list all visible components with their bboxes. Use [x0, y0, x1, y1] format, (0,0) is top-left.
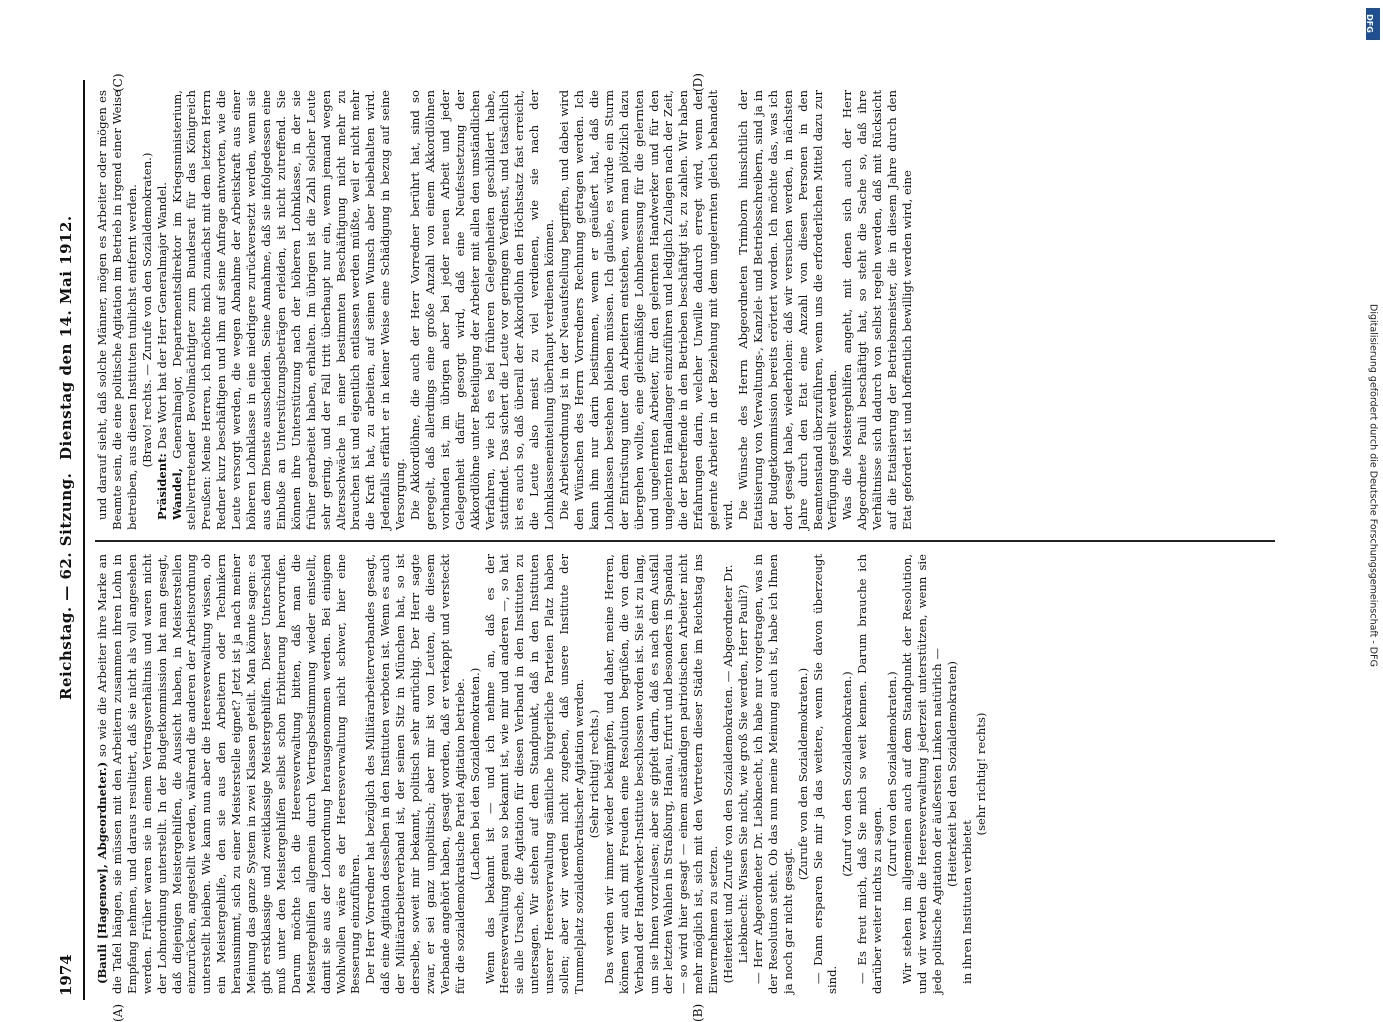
header-date: Dienstag den 14. Mai 1912.	[57, 215, 75, 460]
digitization-note: Digitalisierung gefördert durch die Deutsche Forschungsgemeinschaft - DFG	[1367, 304, 1379, 667]
margin-mark-c: (C)	[111, 73, 125, 92]
paragraph-text: Generalmajor, Departementsdirektor im Kriegsministerium, stellvertretender Bevollmächtigter zum Bundesrat für das Königreich Preußen: Meine Herren, ich möchte mich zunächst mit dem letzten Herrn Redner kurz beschäftigen und ihm auf seine Anfrage antworten, wie die Leute versorgt werden, die wegen Abnahme der Arbeitskraft aus einer höheren Lohnklasse in eine niedrigere zurückversetzt werden, wenn sie aus dem Dienste ausscheiden. Seine Annahme, daß sie infolgedessen eine Einbuße an Unterstützungsbeträgen erleiden, ist nicht zutreffend. Sie können ihre Unterstützung nach der höheren Lohnklasse, in der sie früher gearbeitet haben, erhalten. Im übrigen ist die Zahl solcher Leute sehr gering, und der Fall tritt überhaupt nur ein, wenn jemand wegen Altersschwäche in einer bestimmten Beschäftigung nicht mehr zu brauchen ist und eigentlich entlassen werden müßte, weil er nicht mehr die Kraft hat, zu arbeiten, auf seinen Wunsch aber beibehalten wird. Jedenfalls erfährt er in keiner Weise eine Schädigung in bezug auf seine Versorgung.	[169, 90, 408, 530]
margin-mark-d: (D)	[691, 73, 705, 92]
paragraph-text: (Lachen bei den Sozialdemokraten.)	[467, 667, 482, 881]
paragraph-text: (Heiterkeit und Zurufe von den Sozialdemokraten. — Abgeordneter Dr. Liebknecht: Wissen Sie nicht, wie groß Sie werden, Herr Pauli?)	[721, 564, 750, 984]
paragraph-text: in ihren Instituten verbietet	[959, 820, 974, 984]
paragraph-text: Das Wort hat der Herr Generalmajor Wandel.	[154, 182, 169, 450]
paragraph	[736, 90, 840, 530]
margin-mark-b: (B)	[691, 1003, 705, 1022]
paragraph-text: so wie die Arbeiter ihre Marke an die Tafel hängen, sie müssen mit den Arbeitern zusammen ihren Lohn in Empfang nehmen, und daraus resultiert, daß sie nicht als voll angesehen werden. Früher waren sie in einem Vertragsverhältnis und waren nicht der Lohnordnung unterstellt. In der Budgetkommission hat man gesagt, daß diejenigen Meistergehilfen, die Aussicht haben, in Meisterstellen einzurücken, angestellt werden, während die anderen der Arbeitsordnung unterstellt bleiben. Wie kann nun aber die Heeresverwaltung wissen, ob ein Meistergehilfe, den sie aus den Arbeitern oder Technikern herausnimmt, sich zu einer Meisterstelle eignet? Jetzt ist ja nach meiner Meinung das ganze System in zwei Klassen geteilt. Man könnte sagen: es gibt erstklassige und zweitklassige Meistergehilfen. Dieser Unterschied muß unter den Meistergehilfen selbst schon Erbitterung hervorrufen. Darum möchte ich die Heeresverwaltung bitten, daß man die Meistergehilfen allgemein durch Vertragsbestimmung wieder einstellt, damit sie aus der Lohnordnung herausgenommen werden. Bei einigem Wohlwollen wäre es der Heeresverwaltung nicht schwer, hier eine Besserung einzuführen.	[95, 554, 363, 994]
paragraph-text: Wir stehen im allgemeinen auch auf dem Standpunkt der Resolution, und wir werden die Heeresverwaltung jederzeit unterstützen, wenn sie jede politische Agitation der äußersten Linken natürlich —	[899, 554, 944, 994]
paragraph	[483, 554, 587, 994]
paragraph	[363, 554, 467, 994]
paragraph	[95, 554, 363, 994]
paragraph-text: Der Herr Vorredner hat bezüglich des Militärarbeiterverbandes gesagt, daß eine Agitation desselben in den Instituten verboten ist. Wenn es auch der Militärarbeiterverband ist, der seinen Sitz in München hat, so ist derselbe, soweit mir bekannt, politisch sehr anrüchig. Der Herr sagte zwar, er sei ganz unpolitisch; aber mir ist von Leuten, die diesem Verbande angehört haben, gesagt worden, daß er verkappt und versteckt für die sozialdemokratische Partei Agitation betriebe.	[363, 554, 467, 994]
interjection	[140, 90, 155, 530]
interjection	[945, 554, 960, 994]
paragraph-text: (Bravo! rechts. — Zurufe von den Sozialdemokraten.)	[139, 152, 154, 468]
speaker-name: Präsident:	[154, 449, 169, 520]
dfg-logo: DFG	[1366, 8, 1380, 40]
paragraph	[170, 90, 409, 530]
interjection	[587, 554, 602, 994]
paragraph-text: — Herr Abgeordneter Dr. Liebknecht, ich habe nur vorgetragen, was in der Resolution steht. Ob das nun meine Meinung auch ist, habe ich Ihnen ja noch gar nicht gesagt.	[750, 554, 795, 994]
speaker-name: Wandel,	[169, 458, 184, 520]
interjection	[974, 554, 989, 994]
header-title: Reichstag. — 62. Sitzung.	[57, 472, 75, 700]
interjection	[796, 554, 811, 994]
interjection	[721, 554, 751, 994]
paragraph	[855, 554, 885, 994]
paragraph-text: — Dann ersparen Sie mir ja das weitere, wenn Sie davon überzeugt sind.	[810, 554, 840, 994]
paragraph	[960, 554, 975, 994]
page-header	[51, 80, 85, 1000]
column-divider	[95, 541, 1275, 543]
paragraph-text: (sehr richtig! rechts)	[974, 712, 989, 836]
paragraph-text: und darauf sieht, daß solche Männer, mögen es Arbeiter oder mögen es Beamte sein, die eine politische Agitation im Betrieb in irgend einer Weise betreiben, aus diesen Instituten tunlichst entfernt werden.	[95, 90, 139, 530]
interjection	[468, 554, 483, 994]
paragraph	[95, 90, 140, 530]
paragraph	[900, 554, 945, 994]
page-number: 1974	[57, 954, 75, 996]
paragraph-text: (Zuruf von den Sozialdemokraten.)	[885, 671, 900, 877]
paragraph-text: Die Wünsche des Herrn Abgeordneten Trimborn hinsichtlich der Etatisierung von Verwaltungs-, Kanzlei- und Betriebsschreibern, sind ja in der Budgetkommission bereits erörtert worden. Ich möchte das, was ich dort gesagt habe, wiederholen: daß wir versuchen werden, in nächsten Jahre durch den Etat eine Anzahl von diesen Personen in den Beamtenstand überzuführen, wenn uns die erforderlichen Mittel dazu zur Verfügung gestellt werden.	[735, 90, 840, 530]
interjection	[885, 554, 900, 994]
paragraph-text: (Zurufe von den Sozialdemokraten.)	[795, 667, 810, 881]
paragraph-text: (Heiterkeit bei den Sozialdemokraten)	[944, 661, 959, 887]
rotated-document-page	[51, 73, 1291, 1022]
paragraph-text: (Sehr richtig! rechts.)	[586, 709, 601, 839]
paragraph	[840, 90, 915, 530]
paragraph	[557, 90, 736, 530]
paragraph-text: Was die Meistergehilfen angeht, mit denen sich auch der Herr Abgeordnete Pauli beschäftigt hat, so steht die Sache so, daß ihre Verhältnisse sich dadurch von selbst regeln werden, daß mit Rücksicht auf die Etatisierung der Betriebsmeister, die in diesem Jahre durch den Etat gefordert ist und hoffentlich bewilligt werden wird, eine	[840, 90, 914, 530]
paragraph	[811, 554, 841, 994]
speaker-name: (Bauli [Hagenow], Abgeordneter.)	[95, 756, 109, 984]
paragraph-text: Die Arbeitsordnung ist in der Neuaufstellung begriffen, und dabei wird den Wünschen des Herrn Vorredners Rechnung getragen werden. Ich kann ihm nur darin beistimmen, wenn er geäußert hat, daß die Lohnklassen bestehen bleiben müssen. Ich glaube, es würde ein Sturm der Entrüstung unter den Arbeitern entstehen, wenn man plötzlich dazu übergehen wollte, eine gleichmäßige Lohnbemessung für die gelernten und ungelernten Arbeiter, für den gelernten Handwerker und für den ungelernten Handlanger einzuführen und lediglich Zulagen nach der Zeit, die der Betreffende in den Betrieben beschäftigt ist, zu zahlen. Wir haben Erfahrungen darin, welcher Unwille dadurch erregt wird, wenn der gelernte Arbeiter in der Beziehung mit dem ungelernten gleich behandelt wird.	[557, 90, 736, 530]
interjection	[840, 554, 855, 994]
paragraph	[155, 90, 170, 530]
left-column	[95, 554, 1275, 994]
paragraph	[408, 90, 557, 530]
paragraph-text: Das werden wir immer wieder bekämpfen, und daher, meine Herren, können wir auch mit Freuden eine Resolution begrüßen, die von dem Verband der Handwerker-Institute beschlossen worden ist. Sie ist zu lang, um sie Ihnen vorzulesen; aber sie gipfelt darin, daß es nach dem Ausfall der letzten Wahlen in Straßburg, Hanau, Erfurt und besonders in Spandau — so wird hier gesagt — einem anständigen patriotischen Arbeiter nicht mehr möglich ist, sich mit den Vertretern dieser Städte im Reichstag ins Einvernehmen zu setzen.	[601, 554, 721, 994]
paragraph-text: Die Akkordlöhne, die auch der Herr Vorredner berührt hat, sind so geregelt, daß allerdings eine große Anzahl von einem Akkordlöhnen vorhanden ist, im übrigen aber bei jeder neuen Arbeit und jeder Gelegenheit dafür gesorgt wird, daß eine Neufestsetzung der Akkordlöhne unter Beteiligung der Arbeiter mit allen den umständlichen Verfahren, wie ich es bei früheren Gelegenheiten geschildert habe, stattfindet. Das sichert die Leute vor geringem Verdienst, und tatsächlich ist es auch so, daß überall der Akkordlohn den Höchstsatz fast erreicht, die Leute also meist zu viel verdienen, wie sie nach der Lohnklasseneinteilung überhaupt verdienen können.	[408, 90, 557, 530]
paragraph-text: Wenn das bekannt ist — und ich nehme an, daß es der Heeresverwaltung genau so bekannt ist, wie mir und anderen —, so hat sie alle Ursache, die Agitation für diesen Verband in den Instituten zu untersagen. Wir stehen auf dem Standpunkt, daß in den Instituten unserer Heeresverwaltung sämtliche bürgerliche Parteien Platz haben sollen; aber wir werden nicht zugeben, daß unsere Institute der Tummelplatz sozialdemokratischer Agitation werden.	[482, 554, 586, 994]
paragraph-text: — Es freut mich, daß Sie mich so weit kennen. Darum brauche ich darüber weiter nichts zu sagen.	[855, 554, 885, 994]
margin-mark-a: (A)	[111, 1003, 125, 1022]
paragraph-text: (Zuruf von den Sozialdemokraten.)	[840, 671, 855, 877]
paragraph	[751, 554, 796, 994]
right-column	[95, 90, 1275, 530]
paragraph	[602, 554, 721, 994]
